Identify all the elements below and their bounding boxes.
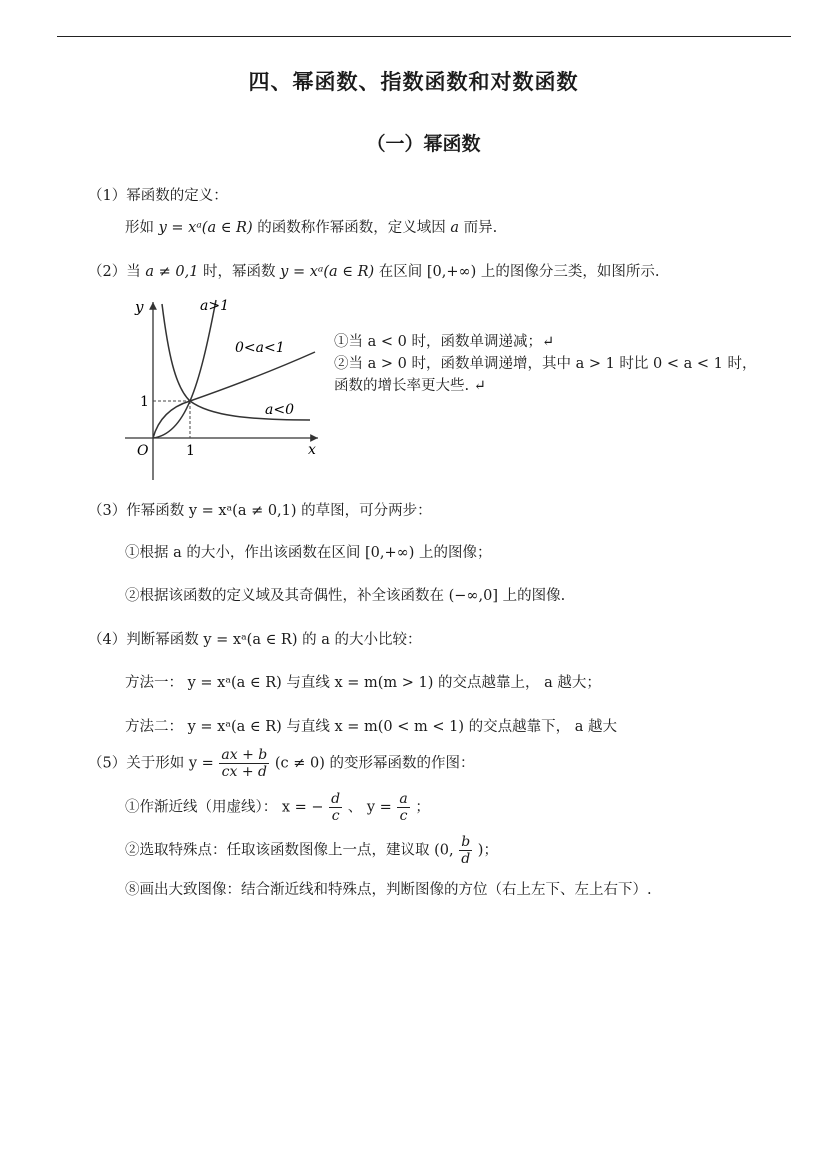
s5-step1-mid: 、 y =	[347, 799, 392, 816]
s1-text-b: 的函数称作幂函数，定义域因	[257, 220, 446, 236]
s2-end: 上的图像分三类，如图所示.	[480, 264, 660, 280]
section-title: （一）幂函数	[366, 133, 481, 155]
s2-math-c: [0,+∞)	[426, 264, 477, 280]
note-1: ①当 a < 0 时，函数单调递减；↵	[334, 334, 555, 350]
s2-math-a: a ≠ 0,1	[145, 264, 199, 280]
s5-f3-num: b	[461, 834, 471, 850]
power-function-graph	[120, 292, 325, 482]
label-a-lt-0: a<0	[265, 402, 294, 418]
s5-f2-num: a	[399, 791, 408, 807]
curve-a-gt-1	[153, 300, 216, 438]
s5-step-1	[125, 792, 430, 823]
s3-step-2: ②根据该函数的定义域及其奇偶性，补全该函数在 (−∞,0] 上的图像.	[125, 588, 566, 604]
s1-title: （1）幂函数的定义：	[88, 188, 228, 204]
s5-step2-pre: ②选取特殊点：任取该函数图像上一点，建议取 (0,	[125, 842, 454, 859]
s3-step-1: ①根据 a 的大小，作出该函数在区间 [0,+∞) 上的图像；	[125, 545, 492, 561]
s2-pre: （2）当	[88, 264, 141, 280]
s3-title: （3）作幂函数 y = xᵃ(a ≠ 0,1) 的草图，可分两步：	[88, 503, 432, 519]
s4-title: （4）判断幂函数 y = xᵃ(a ∈ R) 的 a 的大小比较：	[88, 632, 422, 648]
tick-y-1: 1	[140, 394, 149, 410]
s2-line	[88, 260, 659, 281]
label-a-between: 0<a<1	[235, 340, 285, 356]
s4-method-1: 方法一： y = xᵃ(a ∈ R) 与直线 x = m(m > 1) 的交点越靠上， a 越大；	[125, 675, 601, 691]
s1-math-b: a	[450, 220, 459, 236]
s5-fraction	[219, 748, 269, 779]
s5-f3-den: d	[461, 851, 471, 867]
s5-title	[88, 748, 475, 779]
s5-pre: （5）关于形如 y =	[88, 755, 214, 772]
s5-step1-pre: ①作渐近线（用虚线）： x = −	[125, 799, 324, 816]
s5-frac-b-over-d	[459, 835, 472, 866]
s1-text-a: 形如	[125, 220, 154, 236]
s1-text-c: 而异.	[463, 220, 498, 236]
s2-mid2: 在区间	[378, 264, 423, 280]
x-axis-label: x	[308, 442, 316, 458]
s5-step-3: ⑧画出大致图像：结合渐近线和特殊点，判断图像的方位（右上左下、左上右下）.	[125, 882, 652, 898]
note-3: 函数的增长率更大些. ↵	[334, 378, 486, 394]
curve-a-between-0-1	[153, 352, 315, 438]
note-2: ②当 a > 0 时，函数单调递增，其中 a > 1 时比 0 < a < 1 时，	[334, 356, 757, 372]
s5-frac-num: ax + b	[221, 747, 268, 763]
s5-f1-num: d	[331, 791, 341, 807]
s5-post: (c ≠ 0) 的变形幂函数的作图：	[274, 755, 475, 772]
tick-x-1: 1	[186, 443, 195, 459]
s5-f2-den: c	[399, 808, 408, 824]
s2-mid1: 时，幂函数	[203, 264, 276, 280]
s5-frac-a-over-c	[397, 792, 409, 823]
s1-body	[125, 216, 497, 237]
header-rule	[57, 36, 791, 37]
s5-frac-den: cx + d	[221, 764, 267, 780]
label-a-gt-1: a>1	[200, 298, 229, 314]
origin-label: O	[137, 443, 149, 459]
s5-f1-den: c	[331, 808, 340, 824]
s5-step-2	[125, 835, 498, 866]
s1-math-a: y = xᵃ(a ∈ R)	[158, 220, 253, 236]
s5-step1-end: ；	[415, 799, 430, 816]
s5-frac-d-over-c	[329, 792, 342, 823]
page-title: 四、幂函数、指数函数和对数函数	[248, 69, 579, 94]
s4-method-2: 方法二： y = xᵃ(a ∈ R) 与直线 x = m(0 < m < 1) 的交点越靠下， a 越大	[125, 719, 618, 735]
y-axis-label: y	[135, 298, 144, 316]
s5-step2-end: )；	[477, 842, 498, 859]
s2-math-b: y = xᵃ(a ∈ R)	[280, 264, 375, 280]
